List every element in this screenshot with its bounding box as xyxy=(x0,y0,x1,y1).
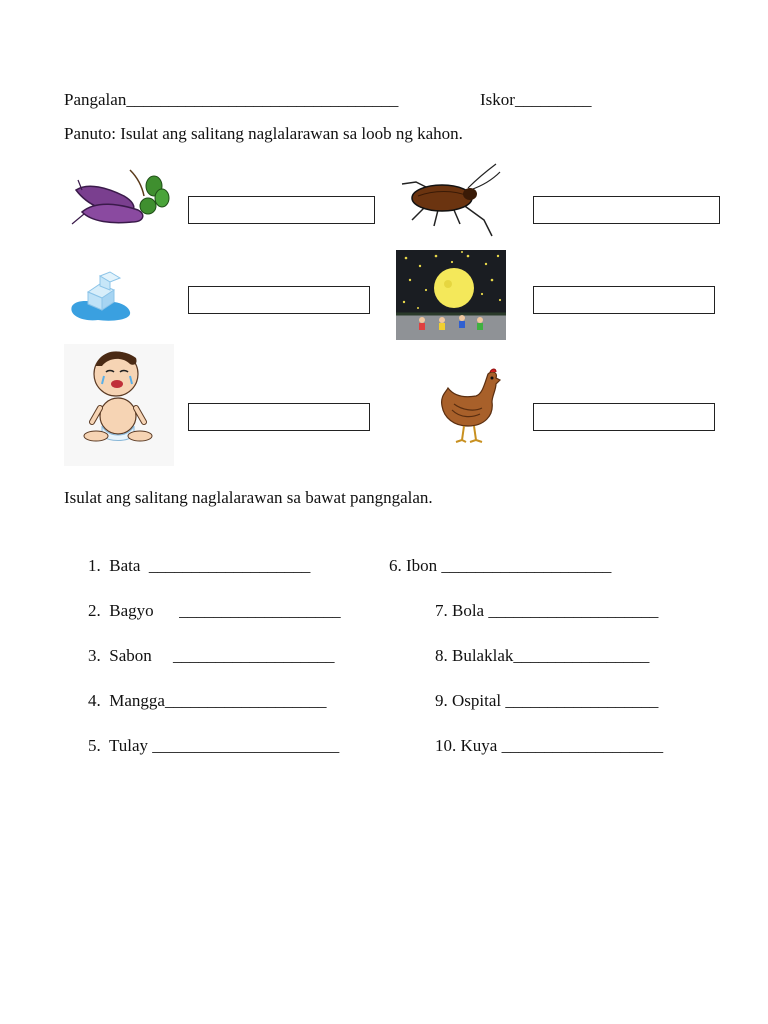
list-item[interactable]: 8. Bulaklak________________ xyxy=(435,646,650,665)
name-label: Pangalan xyxy=(64,90,127,109)
list-item[interactable]: 1. Bata ___________________ xyxy=(88,556,311,575)
score-label: Iskor xyxy=(480,90,515,109)
word: Ibon xyxy=(406,556,438,575)
list-item[interactable]: 4. Mangga___________________ xyxy=(88,691,327,710)
answer-line: ____________________ xyxy=(441,556,612,575)
name-line[interactable]: ________________________________ xyxy=(126,90,399,109)
answer-line: ____________________ xyxy=(488,601,659,620)
answer-line: ________________ xyxy=(513,646,650,665)
answer-line: ___________________ xyxy=(179,601,341,620)
answer-box-4[interactable] xyxy=(533,286,715,314)
word: Bagyo xyxy=(109,601,154,620)
cockroach-icon xyxy=(398,160,502,240)
score-field[interactable] xyxy=(480,90,591,110)
word: Bata xyxy=(109,556,141,575)
answer-box-6[interactable] xyxy=(533,403,715,431)
answer-box-1[interactable] xyxy=(188,196,375,224)
answer-box-5[interactable] xyxy=(188,403,370,431)
hen-icon xyxy=(438,366,506,444)
answer-box-3[interactable] xyxy=(188,286,370,314)
word: Bulaklak xyxy=(452,646,514,665)
answer-line: ___________________ xyxy=(164,691,327,710)
list-item[interactable]: 7. Bola ____________________ xyxy=(435,601,659,620)
word: Bola xyxy=(452,601,485,620)
crying-baby-icon xyxy=(64,344,174,466)
instruction-2: Isulat ang salitang naglalarawan sa bawat pangngalan. xyxy=(64,488,433,507)
answer-line: ___________________ xyxy=(173,646,335,665)
word: Sabon xyxy=(109,646,152,665)
answer-box-2[interactable] xyxy=(533,196,720,224)
list-item[interactable]: 3. Sabon ___________________ xyxy=(88,646,335,665)
name-field[interactable] xyxy=(64,90,398,110)
instruction-1: Panuto: Isulat ang salitang naglalarawan sa loob ng kahon. xyxy=(64,124,463,143)
score-line[interactable]: _________ xyxy=(514,90,592,109)
answer-line: ___________________ xyxy=(148,556,311,575)
list-item[interactable]: 5. Tulay ______________________ xyxy=(88,736,340,755)
list-item[interactable]: 9. Ospital __________________ xyxy=(435,691,659,710)
answer-line: ______________________ xyxy=(152,736,340,755)
sweet-potato-icon xyxy=(68,160,170,238)
answer-line: ___________________ xyxy=(501,736,664,755)
word: Tulay xyxy=(108,736,149,755)
word: Mangga xyxy=(109,691,165,710)
list-item[interactable]: 10. Kuya ___________________ xyxy=(435,736,664,755)
list-item[interactable]: 6. Ibon ____________________ xyxy=(389,556,612,575)
answer-line: __________________ xyxy=(505,691,659,710)
list-item[interactable]: 2. Bagyo ___________________ xyxy=(88,601,341,620)
night-moon-icon xyxy=(396,250,506,340)
word: Ospital xyxy=(452,691,502,710)
ice-cube-icon xyxy=(68,262,134,326)
word: Kuya xyxy=(460,736,498,755)
